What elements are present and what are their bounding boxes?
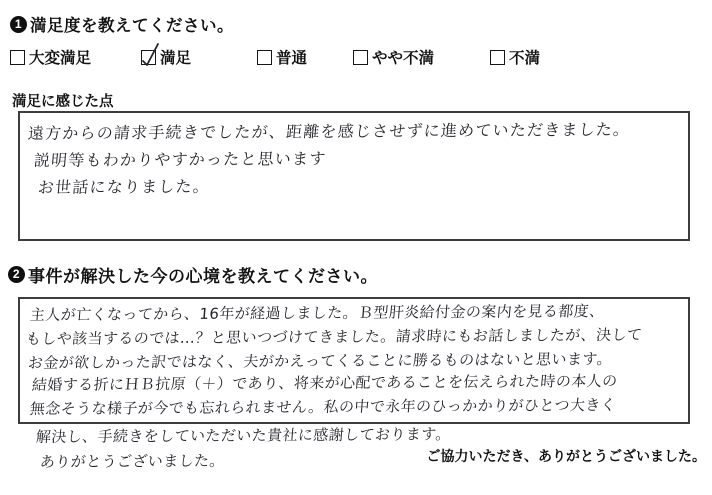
handwritten-line: お世話になりました。 — [37, 176, 211, 197]
handwritten-line: 解決し、手続きをしていただいた貴社に感謝しております。 — [35, 425, 452, 446]
q2-heading-text: 事件が解決した今の心境を教えてください。 — [28, 267, 378, 286]
option-label: 満足 — [160, 50, 192, 67]
handwritten-line: 無念そうな様子が今でも忘れられません。私の中で永年のひっかかりがひとつ大きく — [29, 395, 617, 418]
q1-heading-text: 満足度を教えてください。 — [30, 16, 234, 35]
option-label: 大変満足 — [29, 50, 92, 67]
handwritten-line: 主人が亡くなってから、16年が経過しました。Ｂ型肝炎給付金の案内を見る都度、 — [29, 301, 606, 324]
q1-number-badge: 1 — [10, 16, 27, 33]
footer-thanks-text: ご協力いただき、ありがとうございました。 — [426, 450, 706, 465]
check-icon — [140, 41, 162, 67]
q2-number-badge: 2 — [8, 266, 25, 283]
option-label: 不満 — [509, 50, 541, 67]
q2-heading — [8, 262, 378, 287]
handwritten-line: もしや該当するのでは…？と思いつづけてきました。請求時にもお話しましたが、決して — [25, 325, 644, 348]
option-label: 普通 — [276, 50, 308, 67]
option-label: やや不満 — [372, 50, 435, 67]
handwritten-line: 説明等もわかりやすかったと思います — [33, 148, 328, 170]
option-very-satisfied — [10, 46, 91, 68]
option-slightly-dissatisfied — [353, 46, 434, 68]
handwritten-line: 結婚する折にＨＢ抗原（＋）であり、将来が心配であることを伝えられた時の本人の — [31, 371, 619, 394]
option-normal — [257, 46, 307, 68]
checkbox-slightly-dissatisfied — [353, 50, 368, 65]
checkbox-normal — [257, 50, 272, 65]
checkbox-dissatisfied — [490, 50, 505, 65]
q1-heading — [10, 12, 234, 36]
q1-answer-label: 満足に感じた点 — [12, 94, 114, 110]
option-dissatisfied — [490, 46, 540, 68]
checkbox-satisfied-checked — [141, 50, 156, 65]
option-satisfied — [141, 46, 191, 68]
handwritten-line: ありがとうございました。 — [39, 451, 226, 471]
checkbox-very-satisfied — [10, 50, 25, 65]
handwritten-line: お金が欲しかった訳ではなく、夫がかえってくることに勝るものはないと思います。 — [27, 349, 613, 372]
handwritten-line: 遠方からの請求手続きでしたが、距離を感じさせずに進めていただきました。 — [27, 119, 632, 143]
